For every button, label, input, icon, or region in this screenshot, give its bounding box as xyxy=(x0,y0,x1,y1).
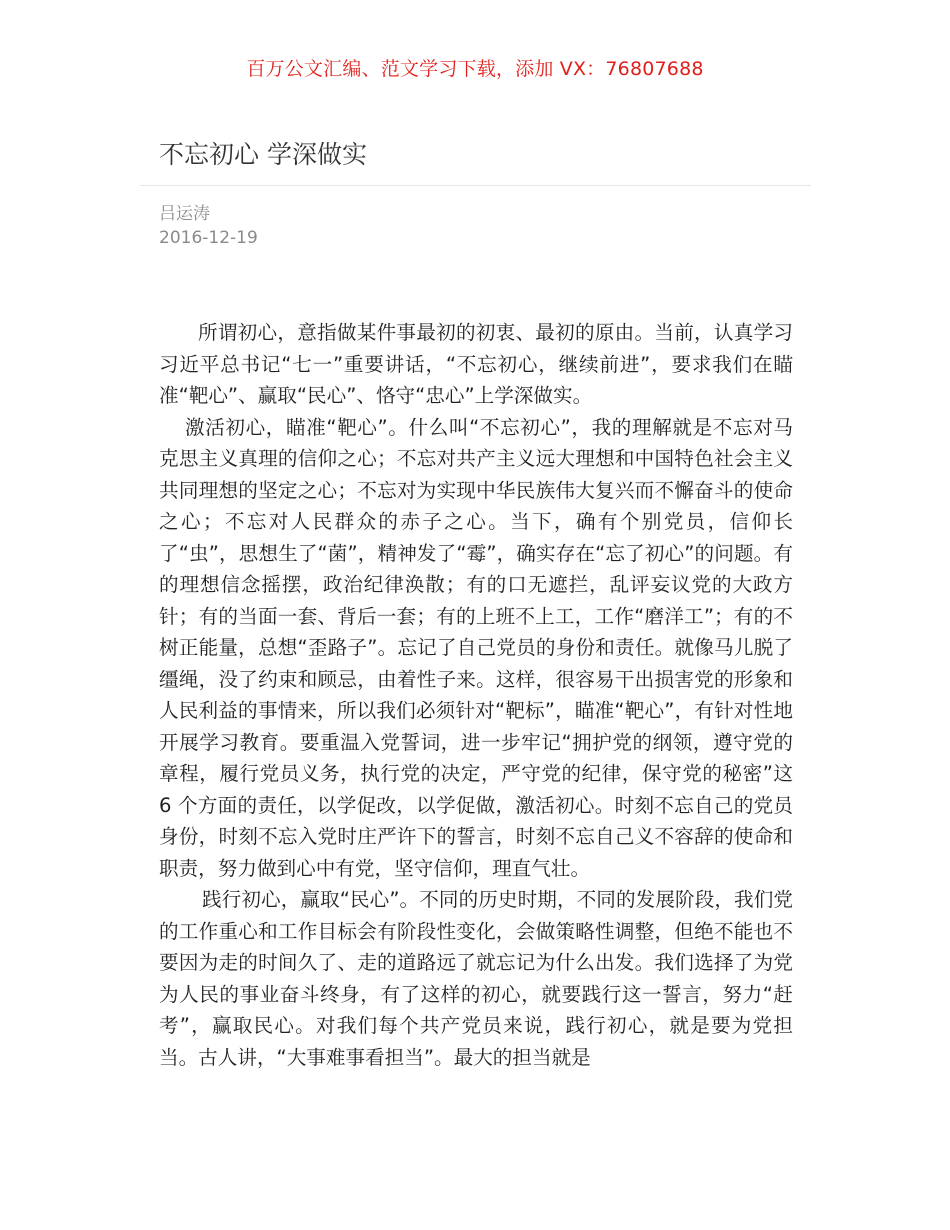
article-body xyxy=(159,317,793,1073)
article-title: 不忘初心 学深做实 xyxy=(159,140,367,169)
download-banner: 百万公文汇编、范文学习下载，添加 VX：76807688 xyxy=(246,58,704,80)
article-date: 2016-12-19 xyxy=(159,228,258,248)
paragraph-activate-original-heart: 激活初心，瞄准“靶心”。什么叫“不忘初心”，我的理解就是不忘对马克思主义真理的信仰之心；不忘对共产主义远大理想和中国特色社会主义共同理想的坚定之心；不忘对为实现中华民族伟大复兴而不懈奋斗的使命之心；不忘对人民群众的赤子之心。当下，确有个别党员，信仰长了“虫”，思想生了“菌”，精神发了“霉”，确实存在“忘了初心”的问题。有的理想信念摇摆，政治纪律涣散；有的口无遮拦，乱评妄议党的大政方针；有的当面一套、背后一套；有的上班不上工，工作“磨洋工”；有的不树正能量，总想“歪路子”。忘记了自己党员的身份和责任。就像马儿脱了缰绳，没了约束和顾忌，由着性子来。这样，很容易干出损害党的形象和人民利益的事情来，所以我们必须针对“靶标”，瞄准“靶心”，有针对性地开展学习教育。要重温入党誓词，进一步牢记“拥护党的纲领，遵守党的章程，履行党员义务，执行党的决定，严守党的纪律，保守党的秘密”这 6 个方面的责任，以学促改，以学促做，激活初心。时刻不忘自己的党员身份，时刻不忘入党时庄严许下的誓言，时刻不忘自己义不容辞的使命和职责，努力做到心中有党，坚守信仰，理直气壮。 xyxy=(159,415,793,880)
article-author: 吕运涛 xyxy=(159,204,210,224)
paragraph-practice-original-heart: 践行初心，赢取“民心”。不同的历史时期，不同的发展阶段，我们党的工作重心和工作目标会有阶段性变化，会做策略性调整，但绝不能也不要因为走的时间久了、走的道路远了就忘记为什么出发。我们选择了为党为人民的事业奋斗终身，有了这样的初心，就要践行这一誓言，努力“赶考”，赢取民心。对我们每个共产党员来说，践行初心，就是要为党担当。古人讲，“大事难事看担当”。最大的担当就是 xyxy=(159,888,793,1069)
paragraph-intro: 所谓初心，意指做某件事最初的初衷、最初的原由。当前，认真学习习近平总书记“七一”重要讲话，“不忘初心，继续前进”，要求我们在瞄准“靶心”、赢取“民心”、恪守“忠心”上学深做实。 xyxy=(159,321,793,407)
title-divider xyxy=(140,185,811,186)
article-meta xyxy=(159,202,258,250)
